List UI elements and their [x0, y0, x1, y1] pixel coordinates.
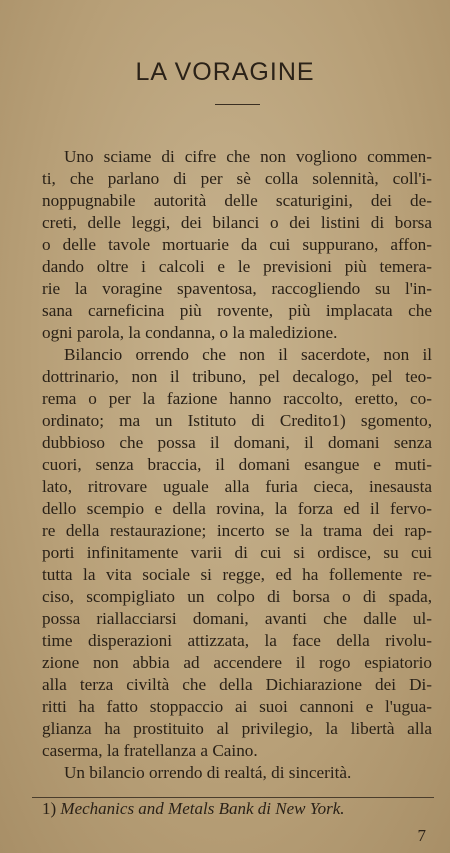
text-line: dottrinario, non il tribuno, pel decalogo, pel teo-	[42, 367, 432, 386]
page-number: 7	[417, 826, 426, 845]
text-line: time disperazioni attizzata, la face della rivolu-	[42, 631, 432, 650]
text-line: noppugnabile autorità delle scaturigini, dei de-	[42, 191, 432, 210]
text-line: possa riallacciarsi domani, avanti che dalle ul-	[42, 609, 432, 628]
footnote	[42, 798, 432, 820]
text-line: rie la voragine spaventosa, raccogliendo su l'in-	[42, 279, 432, 298]
text-line: ciso, scompigliato un colpo di borsa o di spada,	[42, 587, 432, 606]
text-line: creti, delle leggi, dei bilanci o dei listini di borsa	[42, 213, 432, 232]
text-line: lato, ritrovare uguale alla furia cieca, inesausta	[42, 477, 432, 496]
text-line: zione non abbia ad accendere il rogo espiatorio	[42, 653, 432, 672]
text-line: ti, che parlano di per sè colla solennità, coll'i-	[42, 169, 432, 188]
body-text	[42, 146, 432, 784]
text-line: alla terza civiltà che della Dichiarazione dei Di-	[42, 675, 432, 694]
text-line: Un bilancio orrendo di realtá, di sincerità.	[64, 763, 352, 782]
text-line: ogni parola, la condanna, o la maledizione.	[42, 323, 338, 342]
text-line: cuori, senza braccia, il domani esangue e muti-	[42, 455, 432, 474]
text-line: o delle tavole mortuarie da cui suppurano, affon-	[42, 235, 432, 254]
title-divider	[215, 104, 260, 105]
footnote-mark: 1)	[42, 799, 57, 818]
text-line: porti infinitamente varii di cui si ordisce, su cui	[42, 543, 432, 562]
text-line: ritti ha fatto stoppaccio ai suoi cannoni e l'ugua-	[42, 697, 432, 716]
text-line: tutta la vita sociale si regge, ed ha follemente re-	[42, 565, 432, 584]
text-line: re della restaurazione; incerto se la trama dei rap-	[42, 521, 432, 540]
text-line: Uno sciame di cifre che non vogliono commen-	[64, 147, 432, 166]
text-line: dando oltre i calcoli e le previsioni più temera-	[42, 257, 432, 276]
chapter-title: LA VORAGINE	[135, 58, 315, 86]
text-line: Bilancio orrendo che non il sacerdote, non il	[64, 345, 432, 364]
text-line: dello scempio e della rovina, la forza ed il fervo-	[42, 499, 432, 518]
footnote-text: Mechanics and Metals Bank di New York.	[60, 799, 345, 818]
text-line: caserma, la fratellanza a Caino.	[42, 741, 258, 760]
text-line: dubbioso che possa il domani, il domani senza	[42, 433, 432, 452]
text-line: glianza ha prostituito al privilegio, la libertà alla	[42, 719, 432, 738]
text-line: sana carneficina più rovente, più implacata che	[42, 301, 432, 320]
text-line: rema o per la fazione hanno raccolto, eretto, co-	[42, 389, 432, 408]
text-line: ordinato; ma un Istituto di Credito1) sgomento,	[42, 411, 432, 430]
